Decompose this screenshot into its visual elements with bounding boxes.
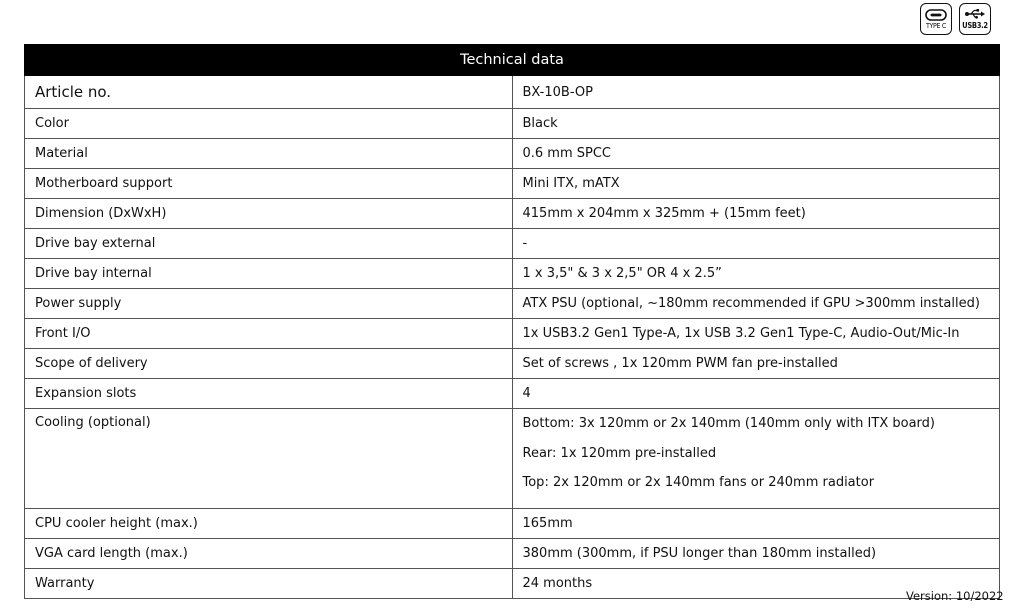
usb-label: USB3.2 [962,20,988,30]
row-label: Color [25,109,513,139]
row-label: CPU cooler height (max.) [25,508,513,538]
row-value: - [512,229,1000,259]
table-row [25,76,1000,109]
row-label: Motherboard support [25,169,513,199]
row-value: 4 [512,379,1000,409]
row-value: Black [512,109,1000,139]
row-value: 24 months [512,568,1000,598]
table-row [25,508,1000,538]
row-label: Material [25,139,513,169]
table-row [25,349,1000,379]
usb-type-c-icon [925,9,947,21]
table-row [25,319,1000,349]
row-label: Scope of delivery [25,349,513,379]
table-row [25,169,1000,199]
row-label: Article no. [25,76,513,109]
type-c-label: TYPE C [925,21,947,30]
usb-badge [959,3,991,35]
row-label: Front I/O [25,319,513,349]
row-label: Drive bay internal [25,259,513,289]
row-label: Dimension (DxWxH) [25,199,513,229]
cooling-top-line: Top: 2x 120mm or 2x 140mm fans or 240mm radiator [522,475,875,491]
row-label: Expansion slots [25,379,513,409]
row-value: 0.6 mm SPCC [512,139,1000,169]
row-value [512,409,1000,509]
row-label: Drive bay external [25,229,513,259]
technical-data-table [24,44,1000,599]
row-value: 415mm x 204mm x 325mm + (15mm feet) [512,199,1000,229]
cooling-bottom-line: Bottom: 3x 120mm or 2x 140mm (140mm only with ITX board) [522,416,935,431]
table-row [25,538,1000,568]
table-row [25,568,1000,598]
table-row [25,199,1000,229]
row-value: ATX PSU (optional, ~180mm recommended if GPU >300mm installed) [512,289,1000,319]
version-label: Version: 10/2022 [906,589,1004,603]
type-c-badge [920,3,952,35]
table-row [25,259,1000,289]
table-row [25,379,1000,409]
row-value: Mini ITX, mATX [512,169,1000,199]
row-label: VGA card length (max.) [25,538,513,568]
cooling-rear-line: Rear: 1x 120mm pre-installed [522,445,717,461]
row-value: Set of screws , 1x 120mm PWM fan pre-installed [512,349,1000,379]
table-row [25,409,1000,509]
row-value: 1x USB3.2 Gen1 Type-A, 1x USB 3.2 Gen1 Type-C, Audio-Out/Mic-In [512,319,1000,349]
table-row [25,109,1000,139]
row-value: 1 x 3,5" & 3 x 2,5" OR 4 x 2.5” [512,259,1000,289]
row-label: Warranty [25,568,513,598]
row-label: Power supply [25,289,513,319]
table-title: Technical data [25,45,1000,76]
connector-badges [920,3,991,35]
table-row [25,289,1000,319]
table-row [25,139,1000,169]
row-label: Cooling (optional) [25,409,513,509]
row-value: 165mm [512,508,1000,538]
table-row [25,229,1000,259]
usb-trident-icon [964,9,986,19]
row-value: BX-10B-OP [512,76,1000,109]
row-value: 380mm (300mm, if PSU longer than 180mm installed) [512,538,1000,568]
